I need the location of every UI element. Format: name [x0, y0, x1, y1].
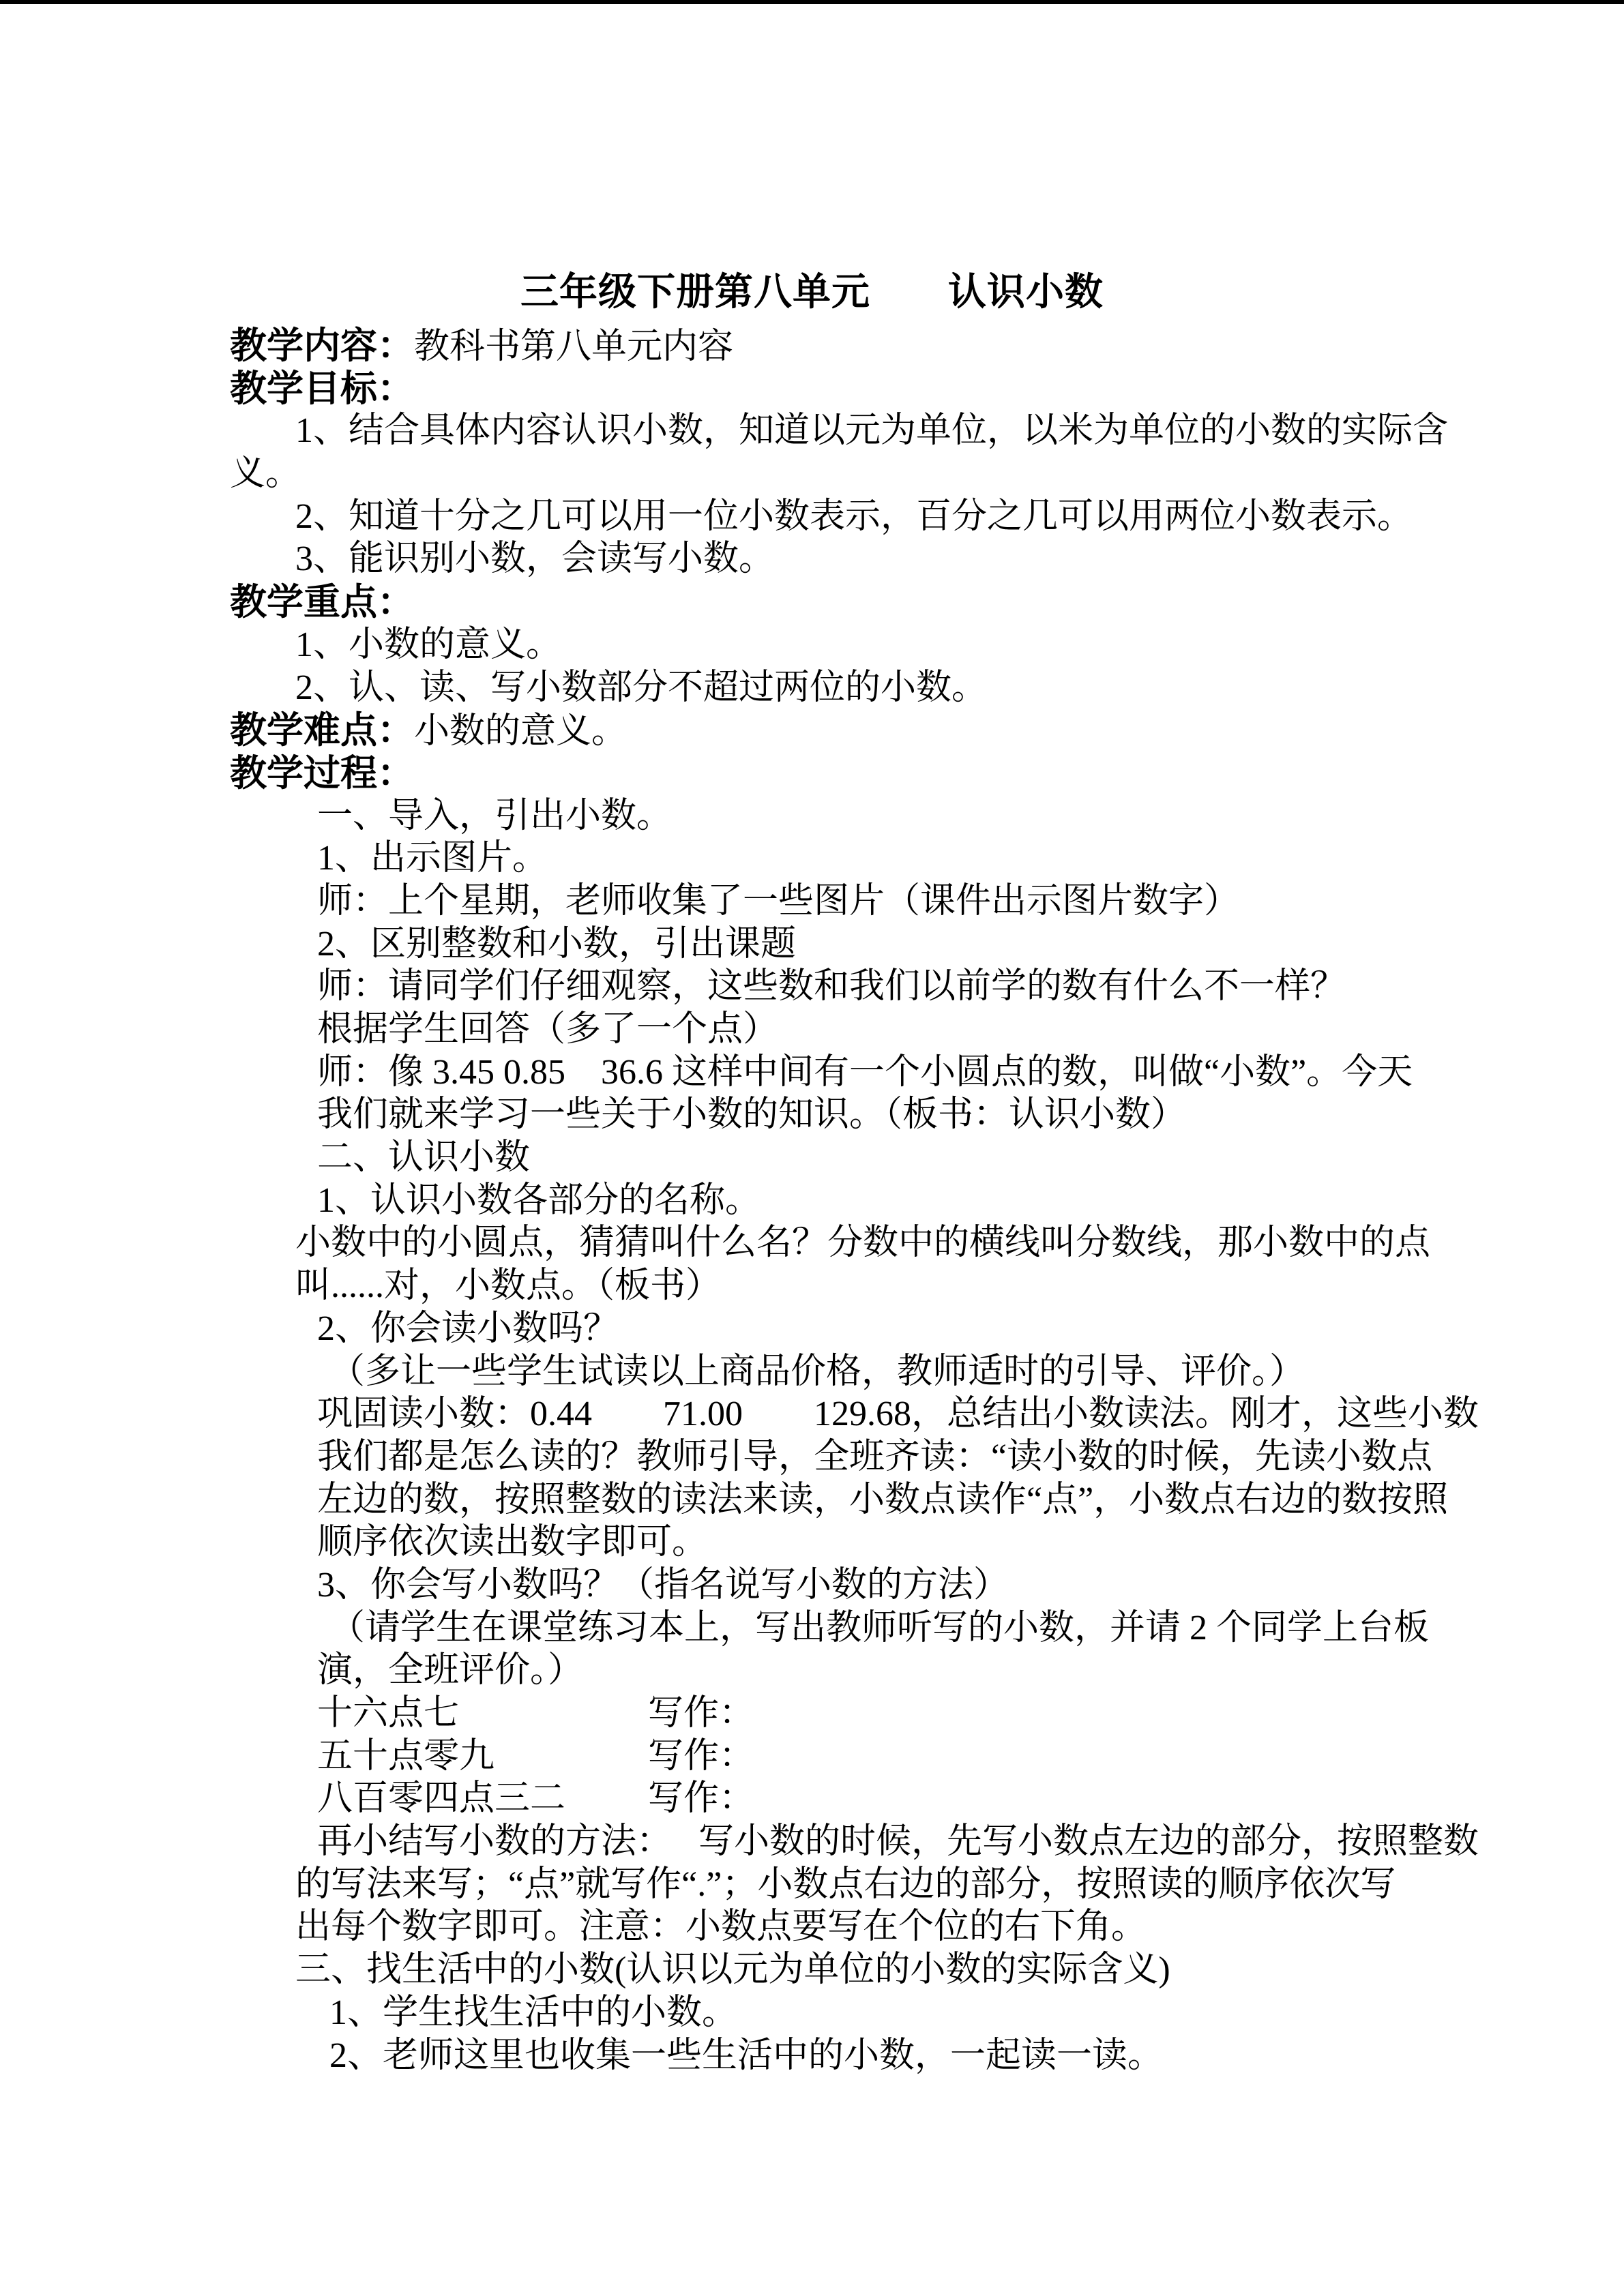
line-text: 叫......对，小数点。（板书） — [295, 1266, 722, 1306]
text-line — [317, 1650, 1567, 1693]
line-label: 教学过程： — [230, 752, 414, 794]
line-text: 2、知道十分之几可以用一位小数表示，百分之几可以用两位小数表示。 — [295, 496, 1413, 536]
text-line — [295, 1265, 1567, 1308]
document-body — [230, 325, 1567, 2077]
line-text: 我们就来学习一些关于小数的知识。（板书：认识小数） — [317, 1095, 1187, 1135]
text-line — [295, 667, 1567, 710]
line-text: 2、区别整数和小数，引出课题 — [317, 924, 797, 964]
text-line — [317, 923, 1567, 966]
text-line — [230, 453, 1567, 496]
line-text: 三、找生活中的小数(认识以元为单位的小数的实际含义) — [295, 1950, 1170, 1990]
text-line — [317, 1052, 1567, 1094]
text-line — [230, 325, 1567, 368]
line-text: 师：请同学们仔细观察，这些数和我们以前学的数有什么不一样？ — [317, 967, 1346, 1007]
text-line — [295, 496, 1567, 539]
line-text: 师：像 3.45 0.85 36.6 这样中间有一个小圆点的数，叫做“小数”。今天 — [317, 1052, 1413, 1092]
line-text: 2、你会读小数吗？ — [317, 1309, 619, 1348]
line-text: 左边的数，按照整数的读法来读，小数点读作“点”，小数点右边的数按照 — [317, 1480, 1449, 1519]
line-text: 巩固读小数：0.44 71.00 129.68，总结出小数读法。刚才，这些小数 — [317, 1395, 1479, 1434]
line-text: 1、小数的意义。 — [295, 625, 562, 664]
text-line — [317, 1009, 1567, 1052]
text-line — [329, 1351, 1567, 1394]
line-text: 二、认识小数 — [317, 1138, 531, 1178]
line-text: 师：上个星期，老师收集了一些图片（课件出示图片数字） — [317, 881, 1240, 921]
line-text: 五十点零九 — [317, 1736, 495, 1776]
text-line — [295, 1906, 1567, 1949]
text-line — [295, 538, 1567, 581]
line-text: 2、认、读、写小数部分不超过两位的小数。 — [295, 668, 988, 707]
line-text: 再小结写小数的方法： 写小数的时候，先写小数点左边的部分，按照整数 — [317, 1822, 1479, 1862]
line-text: 1、出示图片。 — [317, 839, 548, 878]
line-label: 教学重点： — [230, 582, 414, 623]
line-text: 1、学生找生活中的小数。 — [329, 1993, 738, 2032]
text-line — [230, 581, 1567, 624]
line-text: 3、能识别小数，会读写小数。 — [295, 539, 775, 579]
line-text: 小数中的小圆点，猜猜叫什么名？分数中的横线叫分数线，那小数中的点 — [295, 1223, 1431, 1263]
text-line — [295, 1864, 1567, 1907]
line-text: 的写法来写；“点”就写作“.”；小数点右边的部分，按照读的顺序依次写 — [295, 1864, 1396, 1904]
line-text: 我们都是怎么读的？教师引导，全班齐读：“读小数的时候，先读小数点 — [317, 1437, 1433, 1476]
text-line — [317, 837, 1567, 880]
page-title: 三年级下册第八单元 认识小数 — [520, 271, 1104, 314]
line-text: （多让一些学生试读以上商品价格，教师适时的引导、评价。） — [329, 1352, 1305, 1391]
text-line — [317, 1180, 1567, 1223]
line-text: 2、老师这里也收集一些生活中的小数，一起读一读。 — [329, 2036, 1164, 2075]
text-line — [329, 1607, 1567, 1650]
text-line — [230, 709, 1567, 752]
line-text: 演，全班评价。） — [317, 1651, 584, 1690]
text-line — [317, 1693, 1567, 1735]
text-line — [295, 1949, 1567, 1992]
text-line — [317, 1778, 1567, 1821]
text-line — [317, 1735, 1567, 1778]
line-text: 顺序依次读出数字即可。 — [317, 1523, 708, 1562]
line-text: 1、结合具体内容认识小数，知道以元为单位，以米为单位的小数的实际含 — [295, 411, 1449, 451]
text-line — [317, 795, 1567, 838]
line-text: 3、你会写小数吗？（指名说写小数的方法） — [317, 1565, 1009, 1605]
text-line — [329, 1992, 1567, 2035]
top-border — [0, 0, 1624, 4]
text-line — [317, 1308, 1567, 1351]
line-label: 教学内容： — [230, 325, 414, 366]
line-label: 教学难点： — [230, 710, 414, 751]
line-text: 八百零四点三二 — [317, 1779, 566, 1819]
text-line — [317, 966, 1567, 1009]
line-text: 一、导入，引出小数。 — [317, 796, 673, 835]
text-line — [230, 368, 1567, 411]
text-line — [317, 880, 1567, 923]
text-line — [317, 1094, 1567, 1137]
text-line — [317, 1521, 1567, 1564]
line-text: 写作： — [648, 1736, 755, 1776]
text-line — [317, 1137, 1567, 1180]
text-line — [329, 2035, 1567, 2078]
text-line — [295, 624, 1567, 667]
line-text: 根据学生回答（多了一个点） — [317, 1010, 779, 1049]
line-text: 十六点七 — [317, 1694, 460, 1733]
line-text: 出每个数字即可。注意：小数点要写在个位的右下角。 — [295, 1907, 1147, 1947]
line-text: 写作： — [648, 1779, 755, 1819]
text-line — [317, 1564, 1567, 1607]
line-text: 教科书第八单元内容 — [414, 327, 734, 366]
line-label: 教学目标： — [230, 368, 414, 409]
line-text: 1、认识小数各部分的名称。 — [317, 1180, 761, 1220]
text-line — [317, 1479, 1567, 1522]
line-text: （请学生在课堂练习本上，写出教师听写的小数，并请 2 个同学上台板 — [329, 1608, 1430, 1648]
text-line — [317, 1821, 1567, 1864]
text-line — [295, 1222, 1567, 1265]
text-line — [230, 752, 1567, 795]
text-line — [317, 1436, 1567, 1479]
line-text: 义。 — [230, 454, 301, 494]
line-text: 小数的意义。 — [414, 712, 628, 751]
text-line — [295, 410, 1567, 453]
text-line — [317, 1393, 1567, 1436]
line-text: 写作： — [648, 1694, 755, 1733]
